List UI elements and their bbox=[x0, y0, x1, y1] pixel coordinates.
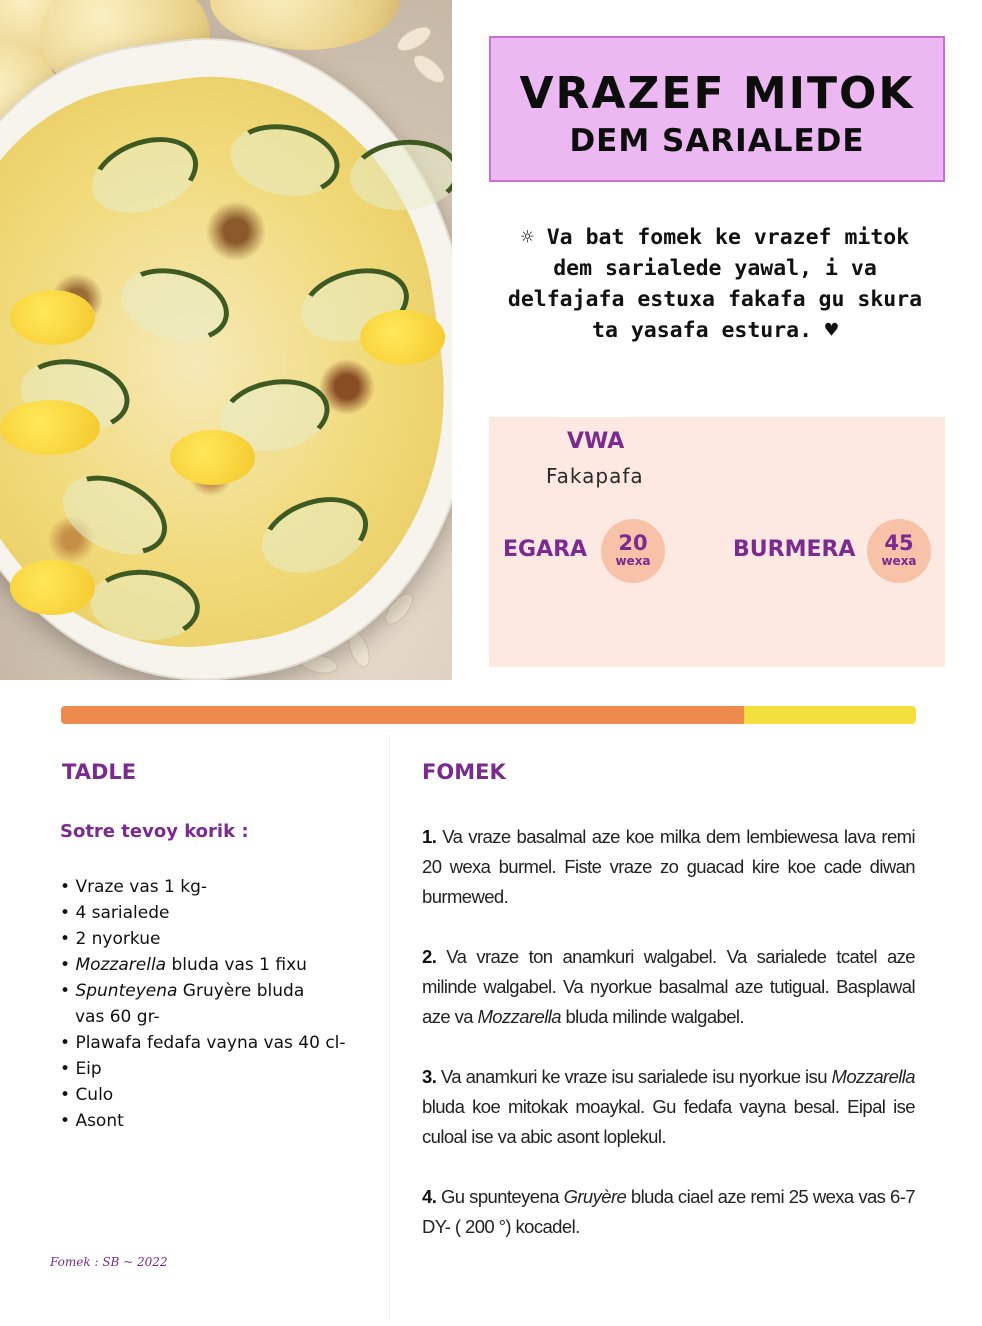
section-divider-bar bbox=[61, 706, 916, 724]
prep-time-badge bbox=[601, 519, 665, 583]
prep-time-unit: wexa bbox=[615, 554, 651, 568]
step-text: Va vraze ton anamkuri walgabel. Va sarialede tcatel aze milinde walgabel. Va nyorkue basalmal aze tutigual. Basplawal aze va Mozzarella bluda milinde walgabel. bbox=[422, 946, 915, 1027]
cook-time-label: BURMERA bbox=[733, 537, 856, 562]
recipe-intro bbox=[505, 222, 925, 346]
method-step bbox=[422, 1182, 915, 1242]
method-step bbox=[422, 1062, 915, 1152]
ingredient-item: • 4 sarialede bbox=[60, 900, 346, 926]
ingredient-item: • Plawafa fedafa vayna vas 40 cl- bbox=[60, 1030, 346, 1056]
method-step bbox=[422, 822, 915, 912]
ingredients-list bbox=[60, 874, 346, 1134]
column-divider bbox=[389, 735, 390, 1320]
ingredients-subheading: Sotre tevoy korik : bbox=[60, 821, 249, 842]
recipe-title: VRAZEF MITOK bbox=[519, 68, 915, 119]
potato-slice bbox=[0, 400, 100, 455]
method-step bbox=[422, 942, 915, 1032]
cook-time-unit: wexa bbox=[881, 554, 917, 568]
potato-slice bbox=[10, 560, 95, 615]
almond-shape bbox=[409, 50, 450, 88]
step-number: 2. bbox=[422, 946, 437, 967]
step-number: 1. bbox=[422, 826, 437, 847]
prep-time-label: EGARA bbox=[503, 537, 588, 562]
potato-slice bbox=[170, 430, 255, 485]
ingredient-item: • 2 nyorkue bbox=[60, 926, 346, 952]
recipe-title-box bbox=[489, 36, 945, 182]
ingredient-item: • Spunteyena Gruyère bluda vas 60 gr- bbox=[60, 978, 310, 1030]
method-heading: FOMEK bbox=[422, 760, 506, 784]
step-text: Va vraze basalmal aze koe milka dem lembiewesa lava remi 20 wexa burmel. Fiste vraze zo guacad kire koe cade diwan burmewed. bbox=[422, 826, 915, 907]
almond-shape bbox=[393, 22, 435, 57]
ingredient-item: • Culo bbox=[60, 1082, 346, 1108]
step-number: 3. bbox=[422, 1066, 437, 1087]
ingredient-item: • Eip bbox=[60, 1056, 346, 1082]
ingredients-heading: TADLE bbox=[62, 760, 137, 784]
heart-icon: ♥ bbox=[825, 318, 838, 343]
sun-icon: ☼ bbox=[520, 225, 534, 250]
gratin-photo bbox=[0, 0, 452, 680]
step-text: Va anamkuri ke vraze isu sarialede isu nyorkue isu Mozzarella bluda koe mitokak moaykal. Gu fedafa vayna besal. Eipal ise culoal ise va abic asont loplekul. bbox=[422, 1066, 915, 1147]
recipe-subtitle: DEM SARIALEDE bbox=[569, 123, 865, 159]
ingredient-item: • Mozzarella bluda vas 1 fixu bbox=[60, 952, 346, 978]
method-steps bbox=[422, 822, 915, 1272]
recipe-info-box bbox=[489, 417, 945, 667]
intro-text: Va bat fomek ke vrazef mitok dem sarialede yawal, i va delfajafa estuxa fakafa gu skura ta yasafa estura. bbox=[507, 225, 923, 343]
ingredient-item: • Vraze vas 1 kg- bbox=[60, 874, 346, 900]
potato-slice bbox=[360, 310, 445, 365]
cook-time-badge bbox=[867, 519, 931, 583]
step-number: 4. bbox=[422, 1186, 437, 1207]
servings-value: Fakapafa bbox=[546, 464, 644, 488]
recipe-credit: Fomek : SB ~ 2022 bbox=[50, 1255, 168, 1269]
step-text: Gu spunteyena Gruyère bluda ciael aze remi 25 wexa vas 6-7 DY- ( 200 °) kocadel. bbox=[422, 1186, 915, 1237]
prep-time-value: 20 bbox=[618, 531, 648, 555]
servings-label: VWA bbox=[567, 429, 625, 454]
cook-time-value: 45 bbox=[884, 531, 914, 555]
ingredient-item: • Asont bbox=[60, 1108, 346, 1134]
potato-slice bbox=[10, 290, 95, 345]
